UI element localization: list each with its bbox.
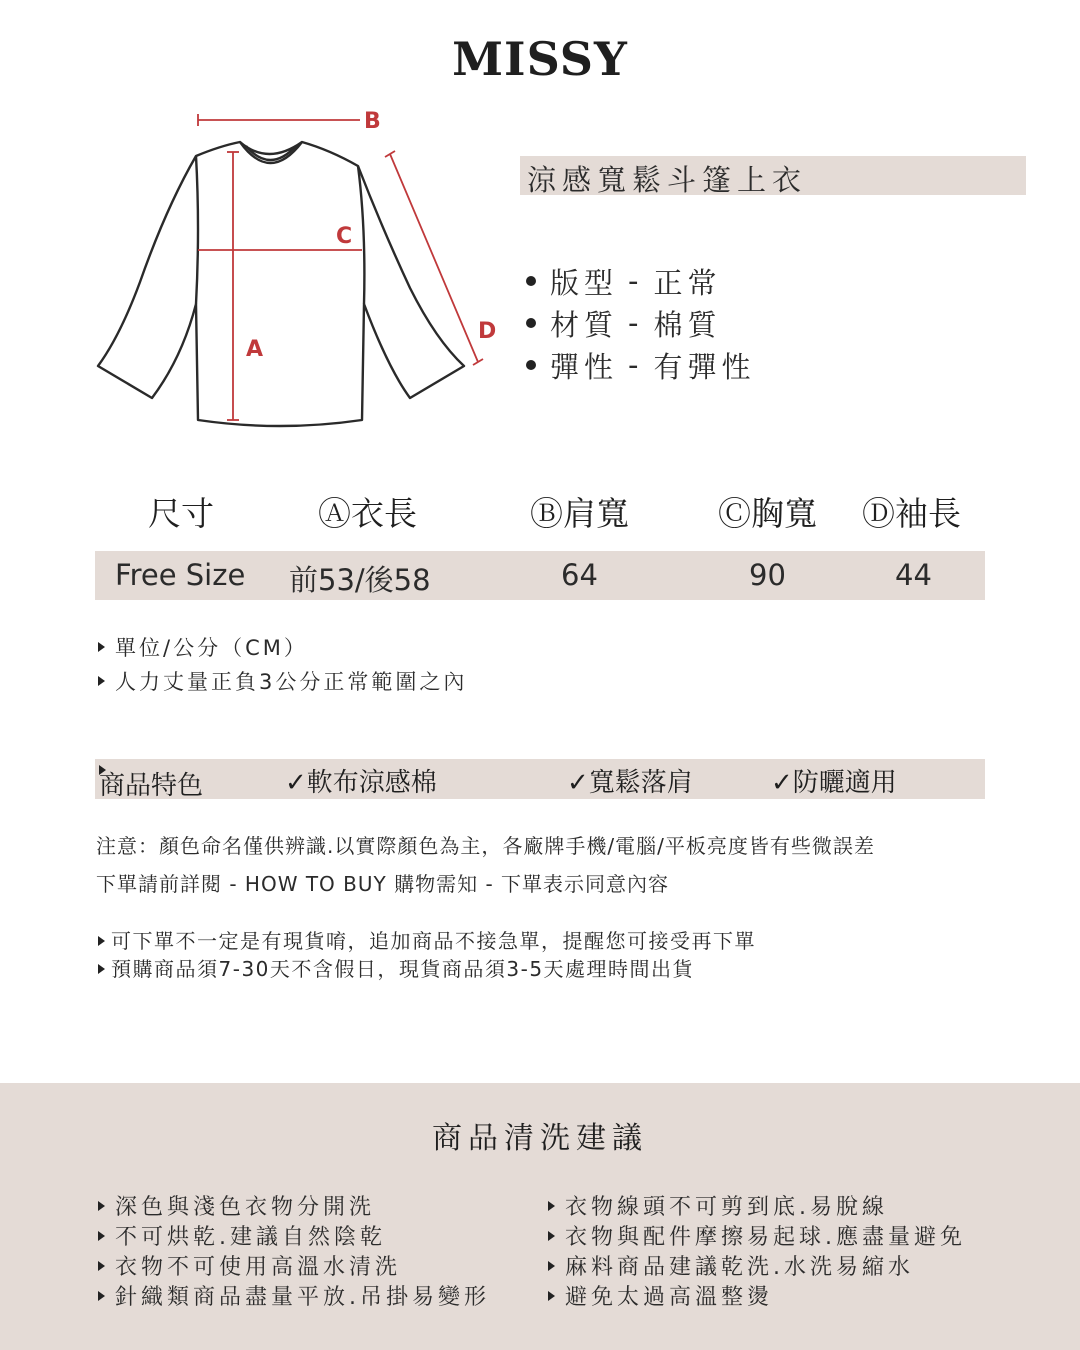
care-item: 深色與淺色衣物分開洗: [98, 1190, 375, 1221]
label-d: D: [478, 319, 497, 344]
measure-note: 人力丈量正負3公分正常範圍之內: [98, 666, 467, 696]
triangle-bullet-icon: [98, 642, 105, 652]
feature-item: ✓防曬適用: [771, 768, 897, 798]
spec-row: 彈性 - 有彈性: [526, 344, 756, 386]
triangle-bullet-icon: [98, 936, 105, 946]
shirt-outline: [98, 142, 464, 426]
size-table-row: [95, 551, 985, 600]
triangle-bullet-icon: [98, 964, 105, 974]
product-title-bar: [520, 156, 1026, 195]
cell-sleeve: 44: [895, 558, 932, 592]
header-shoulder: Ⓑ肩寬: [530, 494, 629, 533]
spec-row: 材質 - 棉質: [526, 302, 756, 344]
care-item: 衣物不可使用高溫水清洗: [98, 1250, 401, 1281]
triangle-bullet-icon: [98, 1231, 105, 1241]
header-length: Ⓐ衣長: [318, 494, 417, 533]
header-size: 尺寸: [148, 494, 214, 533]
measure-note: 單位/公分（CM）: [98, 632, 308, 662]
product-title: 涼感寬鬆斗篷上衣: [527, 163, 808, 197]
label-a: A: [246, 337, 264, 362]
cell-shoulder: 64: [561, 558, 598, 592]
order-note: 預購商品須7-30天不含假日，現貨商品須3-5天處理時間出貨: [98, 953, 694, 982]
care-item: 不可烘乾.建議自然陰乾: [98, 1220, 386, 1251]
brand-logo: MISSY: [452, 32, 628, 86]
garment-measurement-diagram: [90, 108, 510, 438]
cell-chest: 90: [749, 558, 786, 592]
triangle-bullet-icon: [98, 676, 105, 686]
feature-item: ✓寬鬆落肩: [567, 768, 693, 798]
order-note: 可下單不一定是有現貨唷，追加商品不接急單，提醒您可接受再下單: [98, 925, 756, 954]
care-item: 衣物線頭不可剪到底.易脫線: [548, 1190, 888, 1221]
measure-lines: [198, 114, 483, 420]
care-item: 麻料商品建議乾洗.水洗易縮水: [548, 1250, 914, 1281]
header-sleeve: Ⓓ袖長: [862, 494, 961, 533]
feature-item: ✓軟布涼感棉: [285, 768, 437, 798]
triangle-bullet-icon: [548, 1291, 555, 1301]
header-chest: Ⓒ胸寬: [718, 494, 817, 533]
color-notice: 注意：顏色命名僅供辨識.以實際顏色為主，各廠牌手機/電腦/平板亮度皆有些微誤差: [96, 834, 875, 858]
triangle-bullet-icon: [98, 1201, 105, 1211]
spec-row: 版型 - 正常: [526, 260, 756, 302]
bullet-icon: [526, 318, 536, 328]
label-b: B: [364, 109, 381, 134]
spec-list: [526, 260, 756, 386]
care-item: 衣物與配件摩擦易起球.應盡量避免: [548, 1220, 966, 1251]
purchase-notice: 下單請前詳閱 - HOW TO BUY 購物需知 - 下單表示同意內容: [96, 872, 670, 896]
label-c: C: [336, 224, 353, 249]
triangle-bullet-icon: [98, 1291, 105, 1301]
cell-size: Free Size: [115, 558, 246, 592]
care-item: 針織類商品盡量平放.吊掛易變形: [98, 1280, 490, 1311]
triangle-bullet-icon: [548, 1201, 555, 1211]
triangle-bullet-icon: [98, 1261, 105, 1271]
care-section: [0, 1083, 1080, 1350]
care-item: 避免太過高溫整燙: [548, 1280, 773, 1311]
triangle-bullet-icon: [548, 1261, 555, 1271]
care-title: 商品清洗建議: [432, 1121, 648, 1156]
bullet-icon: [526, 360, 536, 370]
features-bar: 商品特色 ✓軟布涼感棉 ✓寬鬆落肩 ✓防曬適用: [95, 759, 985, 799]
cell-length: 前53/後58: [289, 563, 431, 597]
bullet-icon: [526, 276, 536, 286]
triangle-bullet-icon: [548, 1231, 555, 1241]
